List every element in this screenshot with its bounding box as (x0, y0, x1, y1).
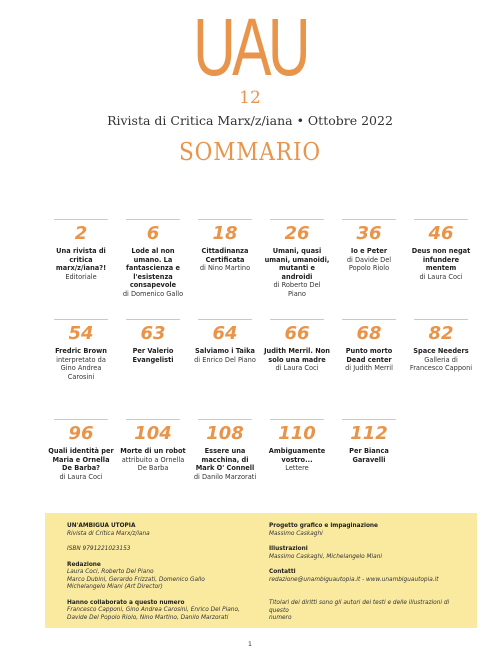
divider (54, 219, 108, 220)
divider (54, 419, 108, 420)
toc-page-number: 68 (356, 323, 382, 344)
divider (198, 319, 252, 320)
diritti-line: Titolari dei diritti sono gli autori dei testi e delle illustrazioni di questo (269, 600, 450, 614)
illustrazioni-value: Massimo Caskaghi, Michelangelo Miani (269, 553, 382, 560)
divider (126, 419, 180, 420)
masthead (0, 2, 500, 166)
divider (198, 419, 252, 420)
toc-entry[interactable] (45, 419, 117, 519)
divider (342, 219, 396, 220)
divider (198, 219, 252, 220)
toc-title: Morte di un robot (120, 447, 186, 455)
divider (270, 219, 324, 220)
toc-page-number: 108 (206, 423, 244, 444)
contatti-label: Contatti (269, 569, 296, 575)
toc-title: Quali identità per Maria e Ornella De Barba? (48, 447, 114, 472)
illustrazioni-label: Illustrazioni (269, 546, 308, 552)
toc-author: di Domenico Gallo (122, 289, 184, 298)
collaboratori-line: Francesco Capponi, Gino Andrea Carosini, Enrico Del Piano, (67, 607, 240, 613)
divider (342, 419, 396, 420)
divider (270, 419, 324, 420)
toc-page-number: 82 (428, 323, 454, 344)
toc-author: di Roberto Del Piano (273, 281, 321, 298)
divider (54, 319, 108, 320)
toc-title: Essere una macchina, di Mark O' Connell (195, 447, 255, 472)
toc-page-number: 96 (68, 423, 94, 444)
toc-page-number: 63 (140, 323, 166, 344)
divider (126, 319, 180, 320)
collaboratori-label: Hanno collaborato a questo numero (67, 599, 185, 606)
toc-entry[interactable] (333, 419, 405, 519)
toc-author: di Nino Martino (199, 264, 251, 272)
toc-page-number: 46 (428, 223, 454, 244)
divider (126, 219, 180, 220)
toc-title: Punto morto Dead center (345, 347, 393, 364)
toc-page-number: 26 (284, 223, 310, 244)
toc-entry[interactable] (117, 419, 189, 519)
toc-title: Io e Peter (350, 247, 388, 255)
toc-entry[interactable] (333, 319, 405, 419)
toc-author: di Enrico Del Piano (194, 355, 256, 364)
toc-row (45, 419, 477, 519)
toc-entry[interactable] (261, 319, 333, 419)
toc-title: Per Bianca Garavelli (349, 447, 389, 464)
toc-row (45, 219, 477, 319)
toc-entry[interactable] (261, 419, 333, 519)
redazione-line: Laura Coci, Roberto Del Piano (67, 569, 154, 575)
colophon-right-column (269, 523, 459, 623)
toc-entry[interactable] (405, 319, 477, 419)
issue-number: 12 (239, 88, 261, 108)
toc-title: Una rivista di critica marx/z/iana?! (55, 247, 107, 272)
toc-page-number: 64 (212, 323, 238, 344)
toc-author: attribuito a Ornella De Barba (121, 455, 185, 472)
toc-page-number: 66 (284, 323, 310, 344)
toc-title: Judith Merril. Non solo una madre (264, 347, 330, 364)
redazione-label: Redazione (67, 561, 101, 568)
toc-page-number: 54 (68, 323, 94, 344)
toc-title: Umani, quasi umani, umanoidi, mutanti e androidi (264, 247, 330, 281)
redazione-line: Marco Dubini, Gerardo Frizzati, Domenico Gallo (67, 576, 205, 583)
toc-author: Galleria di Francesco Capponi (409, 355, 473, 372)
grafica-value: Massimo Caskaghi (269, 530, 323, 537)
toc-author: di Laura Coci (419, 272, 463, 281)
toc-page-number: 110 (278, 423, 316, 444)
toc-page-number: 112 (350, 423, 388, 444)
toc-row (45, 319, 477, 419)
toc-author: di Laura Coci (275, 364, 319, 372)
toc-author: di Laura Coci (59, 472, 103, 481)
toc-entry[interactable] (45, 219, 117, 319)
table-of-contents (45, 219, 477, 519)
toc-page-number: 36 (356, 223, 382, 244)
toc-title: Space Needers (413, 347, 469, 355)
toc-title: Per Valerio Evangelisti (132, 347, 174, 364)
toc-entry[interactable] (189, 319, 261, 419)
contatti-value[interactable]: redazione@unambiguautopia.it - www.unambiguautopia.it (269, 576, 439, 583)
toc-author: Lettere (285, 464, 309, 472)
toc-entry[interactable] (117, 219, 189, 319)
colophon-box (45, 513, 477, 628)
toc-title: Cittadinanza Certificata (201, 247, 249, 264)
toc-title: Lode al non umano. La fantascienza e l'esistenza consapevole (126, 247, 180, 289)
toc-entry[interactable] (189, 219, 261, 319)
toc-author: Editoriale (65, 272, 97, 281)
page-title: SOMMARIO (178, 138, 322, 166)
magazine-subtitle: Rivista di Critica Marx/z/iana • Ottobre 2022 (107, 113, 393, 128)
toc-author: interpretato da Gino Andrea Carosini (56, 355, 106, 381)
toc-entry[interactable] (189, 419, 261, 519)
toc-entry[interactable] (117, 319, 189, 419)
divider (414, 319, 468, 320)
toc-page-number: 104 (134, 423, 172, 444)
magazine-logo: UAU (193, 2, 307, 93)
redazione-line: Michelangelo Miani (Art Director) (67, 584, 163, 590)
publication-value: Rivista di Critica Marx/z/iana (67, 530, 150, 537)
toc-entry[interactable] (45, 319, 117, 419)
publication-label: UN'AMBIGUA UTOPIA (67, 523, 136, 529)
toc-author: di Danilo Marzorati (193, 472, 257, 481)
toc-title: Salviamo i Taika (195, 347, 255, 355)
grafica-label: Progetto grafico e impaginazione (269, 523, 378, 529)
page-number: 1 (247, 640, 253, 648)
colophon-left-column (67, 523, 257, 622)
toc-page-number: 18 (212, 223, 238, 244)
collaboratori-line: Davide Del Popolo Riolo, Nino Martino, Danilo Marzorati (67, 614, 229, 621)
divider (342, 319, 396, 320)
toc-title: Deus non negat infundere mentem (411, 247, 471, 272)
toc-author: di Davide Del Popolo Riolo (346, 255, 392, 272)
toc-title: Fredric Brown (55, 347, 107, 355)
toc-entry[interactable] (261, 219, 333, 319)
toc-title: Ambiguamente vostro... (268, 447, 326, 464)
toc-entry[interactable] (405, 219, 477, 319)
isbn: ISBN 9791221023153 (67, 546, 131, 552)
diritti-line: numero (269, 615, 292, 621)
divider (414, 219, 468, 220)
toc-page-number: 6 (146, 223, 160, 244)
divider (270, 319, 324, 320)
toc-author: di Judith Merril (345, 364, 393, 372)
toc-page-number: 2 (74, 223, 88, 244)
toc-entry[interactable] (333, 219, 405, 319)
